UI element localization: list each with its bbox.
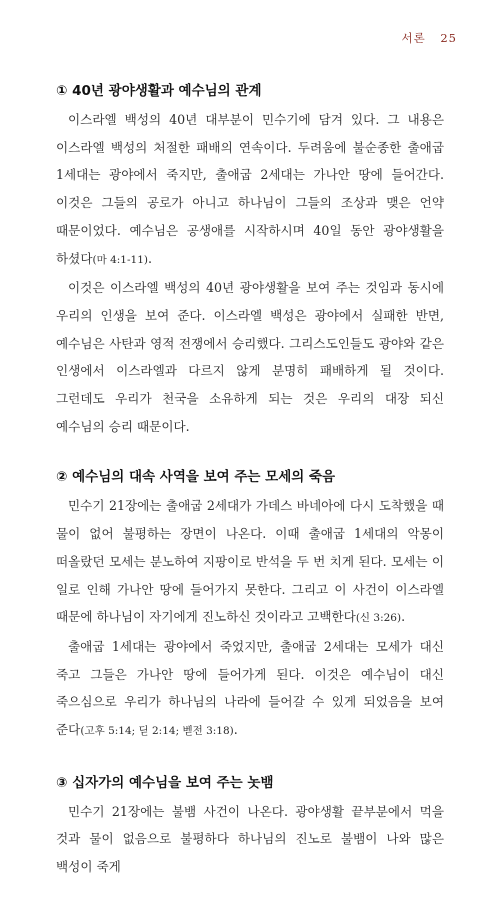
scripture-reference: (마 4:1-11) (92, 253, 148, 266)
page-number: 25 (440, 31, 457, 45)
scripture-reference: (신 3:26) (355, 612, 402, 625)
paragraph (56, 106, 444, 274)
paragraph-text: 민수기 21장에는 불뱀 사건이 나온다. 광야생활 끝부분에서 먹을 것과 물이 없음으로 불평하다 하나님의 진노로 불뱀이 나와 많은 백성이 죽게 (56, 803, 444, 875)
section-heading: ① 40년 광야생활과 예수님의 관계 (56, 83, 262, 99)
section-3 (56, 772, 444, 881)
section-1 (56, 80, 444, 440)
header-section-title: 서론 (401, 31, 426, 45)
section-heading: ③ 십자가의 예수님을 보여 주는 놋뱀 (56, 774, 274, 791)
paragraph-text: 이스라엘 백성의 40년 대부분이 민수기에 담겨 있다. 그 내용은 이스라엘 백성의 처절한 패배의 연속이다. 두려움에 불순종한 출애굽 1세대는 광야에서 죽지만, 출애굽 2세대는 가나안 땅에 들어간다. 이것은 그들의 공로가 아니고 하나님이 그들의 조상과 맺은 언약 때문이었다. 예수님은 공생애를 시작하시며 40일 동안 광야생활을 하셨다 (56, 112, 444, 266)
paragraph-text: 이것은 이스라엘 백성의 40년 광야생활을 보여 주는 것임과 동시에 우리의 인생을 보여 준다. 이스라엘 백성은 광야에서 실패한 반면, 예수님은 사탄과 영적 전쟁에서 승리했다. 그리스도인들도 광야와 같은 인생에서 이스라엘과 다르지 않게 분명히 패배하게 될 것이다. 그런데도 우리가 천국을 소유하게 되는 것은 우리의 대장 되신 예수님의 승리 때문이다. (56, 280, 444, 434)
paragraph (56, 633, 444, 746)
page-body (56, 80, 444, 907)
paragraph (56, 274, 444, 440)
paragraph-tail: . (147, 250, 152, 266)
paragraph-tail: . (401, 609, 406, 625)
running-header (401, 30, 457, 46)
paragraph-text: 민수기 21장에는 출애굽 2세대가 가데스 바네아에 다시 도착했을 때 물이 없어 불평하는 장면이 나온다. 이때 출애굽 1세대의 악몽이 떠올랐던 모세는 분노하여 지팡이로 반석을 두 번 치게 된다. 모세는 이 일로 인해 가나안 땅에 들어가지 못한다. 그리고 이 사건이 이스라엘 때문에 하나님이 자기에게 진노하신 것이라고 고백한다 (56, 498, 444, 625)
section-heading: ② 예수님의 대속 사역을 보여 주는 모세의 죽음 (56, 469, 336, 486)
paragraph (56, 798, 444, 881)
paragraph-tail: . (233, 722, 238, 738)
scripture-reference: (고후 5:14; 딛 2:14; 벧전 3:18) (80, 725, 234, 738)
paragraph (56, 492, 444, 633)
section-2 (56, 466, 444, 745)
paragraph-text: 출애굽 1세대는 광야에서 죽었지만, 출애굽 2세대는 모세가 대신 죽고 그들은 가나안 땅에 들어가게 된다. 이것은 예수님이 대신 죽으심으로 우리가 하나님의 나라에 들어갈 수 있게 되었음을 보여 준다 (56, 638, 444, 738)
